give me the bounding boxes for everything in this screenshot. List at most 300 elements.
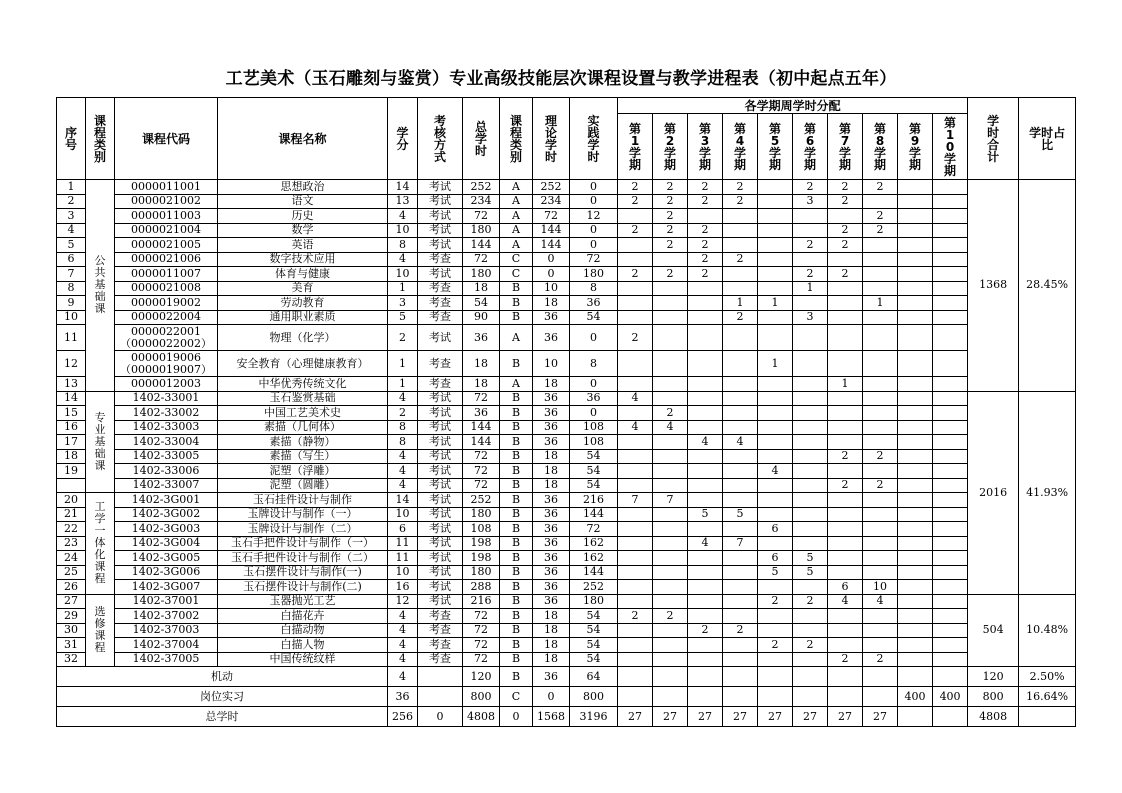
- row-term-8: 10: [863, 580, 898, 595]
- row-credit: 8: [388, 420, 418, 435]
- row-term-10: [933, 252, 968, 267]
- row-name: 数学: [218, 223, 388, 238]
- footer-term-7: 27: [828, 707, 863, 727]
- footer-term-7: [828, 687, 863, 707]
- row-credit: 10: [388, 507, 418, 522]
- row-term-8: [863, 310, 898, 325]
- row-term-7: 6: [828, 580, 863, 595]
- row-term-3: 5: [688, 507, 723, 522]
- row-term-5: [758, 536, 793, 551]
- row-term-1: [618, 638, 653, 653]
- row-term-8: [863, 565, 898, 580]
- row-credit: 4: [388, 464, 418, 479]
- row-term-1: [618, 594, 653, 609]
- row-type: B: [500, 351, 533, 377]
- row-code: 0000011001: [115, 180, 218, 195]
- row-code: 1402-37001: [115, 594, 218, 609]
- row-term-3: [688, 565, 723, 580]
- row-code: [115, 351, 218, 377]
- row-practice: 108: [570, 420, 618, 435]
- row-practice: 0: [570, 406, 618, 421]
- row-total: 144: [463, 238, 500, 253]
- row-code: 1402-33007: [115, 478, 218, 493]
- row-term-5: [758, 310, 793, 325]
- row-term-7: 1: [828, 377, 863, 392]
- row-term-5: [758, 180, 793, 195]
- row-code-line1: 0000019006: [131, 350, 201, 364]
- row-assess: 考试: [418, 420, 463, 435]
- row-term-2: [653, 377, 688, 392]
- row-practice: 162: [570, 536, 618, 551]
- row-practice: 54: [570, 449, 618, 464]
- row-seq: 25: [57, 565, 86, 580]
- row-term-8: [863, 420, 898, 435]
- row-term-7: 2: [828, 267, 863, 282]
- row-term-9: [898, 377, 933, 392]
- row-code: 1402-33004: [115, 435, 218, 450]
- row-term-7: [828, 406, 863, 421]
- row-total: 252: [463, 493, 500, 508]
- row-term-2: 2: [653, 209, 688, 224]
- row-credit: 4: [388, 449, 418, 464]
- row-credit: 1: [388, 377, 418, 392]
- row-term-7: 2: [828, 449, 863, 464]
- row-theory: 36: [533, 580, 570, 595]
- row-term-2: [653, 435, 688, 450]
- table-body: [57, 180, 1076, 667]
- row-term-7: [828, 325, 863, 351]
- row-term-3: [688, 551, 723, 566]
- footer-term-10: 400: [933, 687, 968, 707]
- row-theory: 36: [533, 565, 570, 580]
- row-term-3: 4: [688, 435, 723, 450]
- row-term-2: [653, 449, 688, 464]
- row-term-10: [933, 522, 968, 537]
- row-term-8: 2: [863, 180, 898, 195]
- row-total: 180: [463, 507, 500, 522]
- category-cell: [86, 594, 115, 667]
- row-term-8: 2: [863, 478, 898, 493]
- row-term-2: 2: [653, 238, 688, 253]
- row-assess: 考试: [418, 493, 463, 508]
- row-total: 108: [463, 522, 500, 537]
- row-term-2: [653, 391, 688, 406]
- row-assess: 考试: [418, 238, 463, 253]
- row-term-6: [793, 507, 828, 522]
- row-term-10: [933, 623, 968, 638]
- row-term-6: [793, 536, 828, 551]
- row-total: 234: [463, 194, 500, 209]
- row-term-6: [793, 223, 828, 238]
- row-theory: 10: [533, 281, 570, 296]
- row-term-8: [863, 551, 898, 566]
- row-term-5: [758, 377, 793, 392]
- row-code: 1402-37002: [115, 609, 218, 624]
- row-seq: 9: [57, 296, 86, 311]
- row-term-4: [723, 551, 758, 566]
- row-term-3: [688, 580, 723, 595]
- row-practice: 36: [570, 391, 618, 406]
- row-theory: 36: [533, 420, 570, 435]
- footer-term-7: [828, 667, 863, 687]
- row-term-2: [653, 351, 688, 377]
- row-practice: 0: [570, 223, 618, 238]
- row-term-9: [898, 194, 933, 209]
- row-term-3: 2: [688, 267, 723, 282]
- row-credit: 4: [388, 623, 418, 638]
- row-term-4: [723, 464, 758, 479]
- row-term-4: 4: [723, 435, 758, 450]
- row-theory: 36: [533, 435, 570, 450]
- row-term-2: [653, 623, 688, 638]
- row-term-5: [758, 391, 793, 406]
- row-term-8: [863, 609, 898, 624]
- table-row: [57, 449, 1076, 464]
- row-credit: 1: [388, 281, 418, 296]
- row-code: 1402-3G005: [115, 551, 218, 566]
- row-term-9: [898, 522, 933, 537]
- row-term-9: [898, 565, 933, 580]
- row-term-4: [723, 522, 758, 537]
- row-code: 1402-33006: [115, 464, 218, 479]
- header-assess-text: 考核方式: [433, 113, 446, 164]
- row-theory: 36: [533, 594, 570, 609]
- header-term-7-text: 第7学期: [838, 121, 851, 172]
- row-seq: 12: [57, 351, 86, 377]
- row-type: B: [500, 478, 533, 493]
- row-term-9: [898, 594, 933, 609]
- row-credit: 1: [388, 351, 418, 377]
- row-term-6: [793, 296, 828, 311]
- row-term-5: 2: [758, 594, 793, 609]
- row-theory: 36: [533, 536, 570, 551]
- footer-theory: 36: [533, 667, 570, 687]
- row-name: 玉器抛光工艺: [218, 594, 388, 609]
- row-term-1: [618, 565, 653, 580]
- table-row: [57, 464, 1076, 479]
- row-term-5: [758, 406, 793, 421]
- row-term-10: [933, 493, 968, 508]
- row-term-1: [618, 351, 653, 377]
- category-subtotal: 1368: [968, 180, 1019, 392]
- row-term-1: [618, 507, 653, 522]
- row-term-2: [653, 310, 688, 325]
- header-term-10-text: 第10学期: [944, 115, 957, 178]
- row-type: B: [500, 493, 533, 508]
- row-term-5: [758, 267, 793, 282]
- row-total: 198: [463, 536, 500, 551]
- row-name: 安全教育（心理健康教育）: [218, 351, 388, 377]
- row-term-4: [723, 638, 758, 653]
- row-theory: 18: [533, 623, 570, 638]
- row-term-1: [618, 580, 653, 595]
- row-term-4: [723, 420, 758, 435]
- table-row: [57, 638, 1076, 653]
- row-term-7: [828, 522, 863, 537]
- row-seq: 7: [57, 267, 86, 282]
- footer-term-6: [793, 667, 828, 687]
- row-seq: 1: [57, 180, 86, 195]
- row-theory: 18: [533, 652, 570, 667]
- row-name: 通用职业素质: [218, 310, 388, 325]
- header-seq: [57, 98, 86, 180]
- row-term-5: [758, 325, 793, 351]
- header-course-type-text: 课程类别: [509, 113, 522, 164]
- row-term-1: [618, 522, 653, 537]
- row-assess: 考试: [418, 551, 463, 566]
- row-term-7: 2: [828, 180, 863, 195]
- row-name: 劳动教育: [218, 296, 388, 311]
- row-practice: 54: [570, 609, 618, 624]
- row-term-10: [933, 351, 968, 377]
- row-assess: 考查: [418, 638, 463, 653]
- row-term-3: [688, 464, 723, 479]
- row-assess: 考试: [418, 406, 463, 421]
- row-term-6: [793, 435, 828, 450]
- row-term-2: [653, 478, 688, 493]
- row-practice: 0: [570, 194, 618, 209]
- row-name: 美育: [218, 281, 388, 296]
- row-name: 数字技术应用: [218, 252, 388, 267]
- row-assess: 考试: [418, 194, 463, 209]
- table-row: [57, 652, 1076, 667]
- row-seq: 23: [57, 536, 86, 551]
- row-assess: 考试: [418, 565, 463, 580]
- row-term-8: 1: [863, 296, 898, 311]
- row-credit: 14: [388, 180, 418, 195]
- row-term-4: [723, 209, 758, 224]
- row-term-9: [898, 652, 933, 667]
- row-term-7: [828, 435, 863, 450]
- row-credit: 10: [388, 223, 418, 238]
- row-term-2: 2: [653, 194, 688, 209]
- row-term-6: [793, 377, 828, 392]
- row-name: 素描（写生）: [218, 449, 388, 464]
- footer-subtotal: 120: [968, 667, 1019, 687]
- row-seq: 16: [57, 420, 86, 435]
- row-practice: 180: [570, 267, 618, 282]
- row-term-10: [933, 267, 968, 282]
- row-term-10: [933, 449, 968, 464]
- table-row: [57, 267, 1076, 282]
- row-practice: 0: [570, 377, 618, 392]
- row-name: 玉石摆件设计与制作(一): [218, 565, 388, 580]
- row-practice: 54: [570, 310, 618, 325]
- row-name: 白描花卉: [218, 609, 388, 624]
- footer-practice: 800: [570, 687, 618, 707]
- header-row-1: [57, 98, 1076, 114]
- row-term-9: [898, 223, 933, 238]
- row-term-4: [723, 223, 758, 238]
- row-term-6: 3: [793, 310, 828, 325]
- row-code-line1: 0000022001: [131, 324, 201, 338]
- table-row: [57, 522, 1076, 537]
- row-code-line2: （0000019007）: [120, 362, 212, 376]
- row-credit: 4: [388, 478, 418, 493]
- row-practice: 180: [570, 594, 618, 609]
- row-term-4: [723, 594, 758, 609]
- row-term-10: [933, 296, 968, 311]
- row-theory: 18: [533, 377, 570, 392]
- row-practice: 108: [570, 435, 618, 450]
- row-assess: 考试: [418, 267, 463, 282]
- table-row: [57, 310, 1076, 325]
- row-theory: 0: [533, 252, 570, 267]
- footer-credit: 256: [388, 707, 418, 727]
- row-seq: [57, 478, 86, 493]
- footer-term-9: [898, 667, 933, 687]
- row-theory: 36: [533, 507, 570, 522]
- row-term-9: [898, 507, 933, 522]
- row-type: A: [500, 377, 533, 392]
- row-term-3: [688, 310, 723, 325]
- table-row: [57, 377, 1076, 392]
- row-term-6: [793, 623, 828, 638]
- row-term-2: [653, 652, 688, 667]
- row-term-5: [758, 420, 793, 435]
- row-term-1: [618, 252, 653, 267]
- row-term-8: [863, 435, 898, 450]
- header-theory-text: 理论学时: [544, 113, 557, 164]
- footer-term-6: [793, 687, 828, 707]
- row-term-9: [898, 609, 933, 624]
- row-code: 0000021005: [115, 238, 218, 253]
- header-seq-text: 序号: [64, 125, 77, 152]
- row-practice: 144: [570, 565, 618, 580]
- header-term-4: [723, 114, 758, 180]
- row-term-6: 3: [793, 194, 828, 209]
- header-term-7: [828, 114, 863, 180]
- footer-term-2: [653, 667, 688, 687]
- footer-subtotal: 800: [968, 687, 1019, 707]
- row-code: 0000021008: [115, 281, 218, 296]
- row-term-9: [898, 310, 933, 325]
- footer-practice: 3196: [570, 707, 618, 727]
- row-term-8: [863, 377, 898, 392]
- row-theory: 36: [533, 522, 570, 537]
- row-term-5: [758, 252, 793, 267]
- row-name: 思想政治: [218, 180, 388, 195]
- row-term-7: [828, 638, 863, 653]
- header-total-hours-text: 总学时: [474, 119, 487, 158]
- row-term-4: [723, 238, 758, 253]
- row-code: 1402-3G006: [115, 565, 218, 580]
- header-course-type: [500, 98, 533, 180]
- row-term-6: [793, 522, 828, 537]
- row-name: 中国传统纹样: [218, 652, 388, 667]
- row-practice: 0: [570, 180, 618, 195]
- row-term-3: [688, 449, 723, 464]
- footer-total: 120: [463, 667, 500, 687]
- header-term-2-text: 第2学期: [663, 121, 676, 172]
- footer-row: [57, 687, 1076, 707]
- row-credit: 11: [388, 551, 418, 566]
- footer-label: 机动: [57, 667, 388, 687]
- row-term-4: [723, 652, 758, 667]
- header-term-8: [863, 114, 898, 180]
- row-total: 252: [463, 180, 500, 195]
- row-term-3: 2: [688, 223, 723, 238]
- row-term-7: [828, 609, 863, 624]
- row-assess: 考试: [418, 325, 463, 351]
- footer-credit: 36: [388, 687, 418, 707]
- row-term-10: [933, 209, 968, 224]
- row-term-8: [863, 493, 898, 508]
- row-assess: 考查: [418, 281, 463, 296]
- row-term-9: [898, 464, 933, 479]
- footer-type: C: [500, 687, 533, 707]
- row-term-2: [653, 638, 688, 653]
- footer-ratio: 2.50%: [1019, 667, 1076, 687]
- header-practice: [570, 98, 618, 180]
- row-term-7: [828, 209, 863, 224]
- row-theory: 18: [533, 638, 570, 653]
- row-code: 1402-37003: [115, 623, 218, 638]
- row-type: C: [500, 267, 533, 282]
- row-term-2: 2: [653, 609, 688, 624]
- row-code: [115, 325, 218, 351]
- row-code: 0000011003: [115, 209, 218, 224]
- row-practice: 72: [570, 522, 618, 537]
- row-assess: 考试: [418, 209, 463, 224]
- row-total: 72: [463, 391, 500, 406]
- row-credit: 2: [388, 406, 418, 421]
- row-term-9: [898, 536, 933, 551]
- row-term-7: [828, 252, 863, 267]
- row-seq: 5: [57, 238, 86, 253]
- row-assess: 考试: [418, 435, 463, 450]
- row-theory: 36: [533, 493, 570, 508]
- row-term-1: [618, 377, 653, 392]
- footer-term-9: [898, 707, 933, 727]
- footer-term-3: [688, 687, 723, 707]
- header-term-9-text: 第9学期: [908, 121, 921, 172]
- row-credit: 4: [388, 209, 418, 224]
- table-row: [57, 281, 1076, 296]
- row-assess: 考试: [418, 580, 463, 595]
- row-type: B: [500, 310, 533, 325]
- row-credit: 10: [388, 565, 418, 580]
- row-name: 语文: [218, 194, 388, 209]
- row-term-2: [653, 296, 688, 311]
- row-term-7: 4: [828, 594, 863, 609]
- row-assess: 考查: [418, 377, 463, 392]
- row-practice: 54: [570, 638, 618, 653]
- row-term-2: [653, 536, 688, 551]
- row-term-8: [863, 623, 898, 638]
- table-row: [57, 565, 1076, 580]
- row-seq: 24: [57, 551, 86, 566]
- header-weekly-group: 各学期周学时分配: [618, 98, 968, 114]
- row-code: 0000012003: [115, 377, 218, 392]
- row-term-1: 2: [618, 223, 653, 238]
- row-term-6: [793, 478, 828, 493]
- row-code: 0000011007: [115, 267, 218, 282]
- row-total: 288: [463, 580, 500, 595]
- header-term-5-text: 第5学期: [768, 121, 781, 172]
- row-assess: 考查: [418, 296, 463, 311]
- row-code: 1402-33002: [115, 406, 218, 421]
- row-term-10: [933, 536, 968, 551]
- row-term-8: [863, 464, 898, 479]
- row-total: 144: [463, 420, 500, 435]
- row-term-9: [898, 478, 933, 493]
- table-footer: [57, 667, 1076, 727]
- row-credit: 2: [388, 325, 418, 351]
- row-term-2: [653, 281, 688, 296]
- row-name: 玉牌设计与制作（一）: [218, 507, 388, 522]
- row-term-4: 1: [723, 296, 758, 311]
